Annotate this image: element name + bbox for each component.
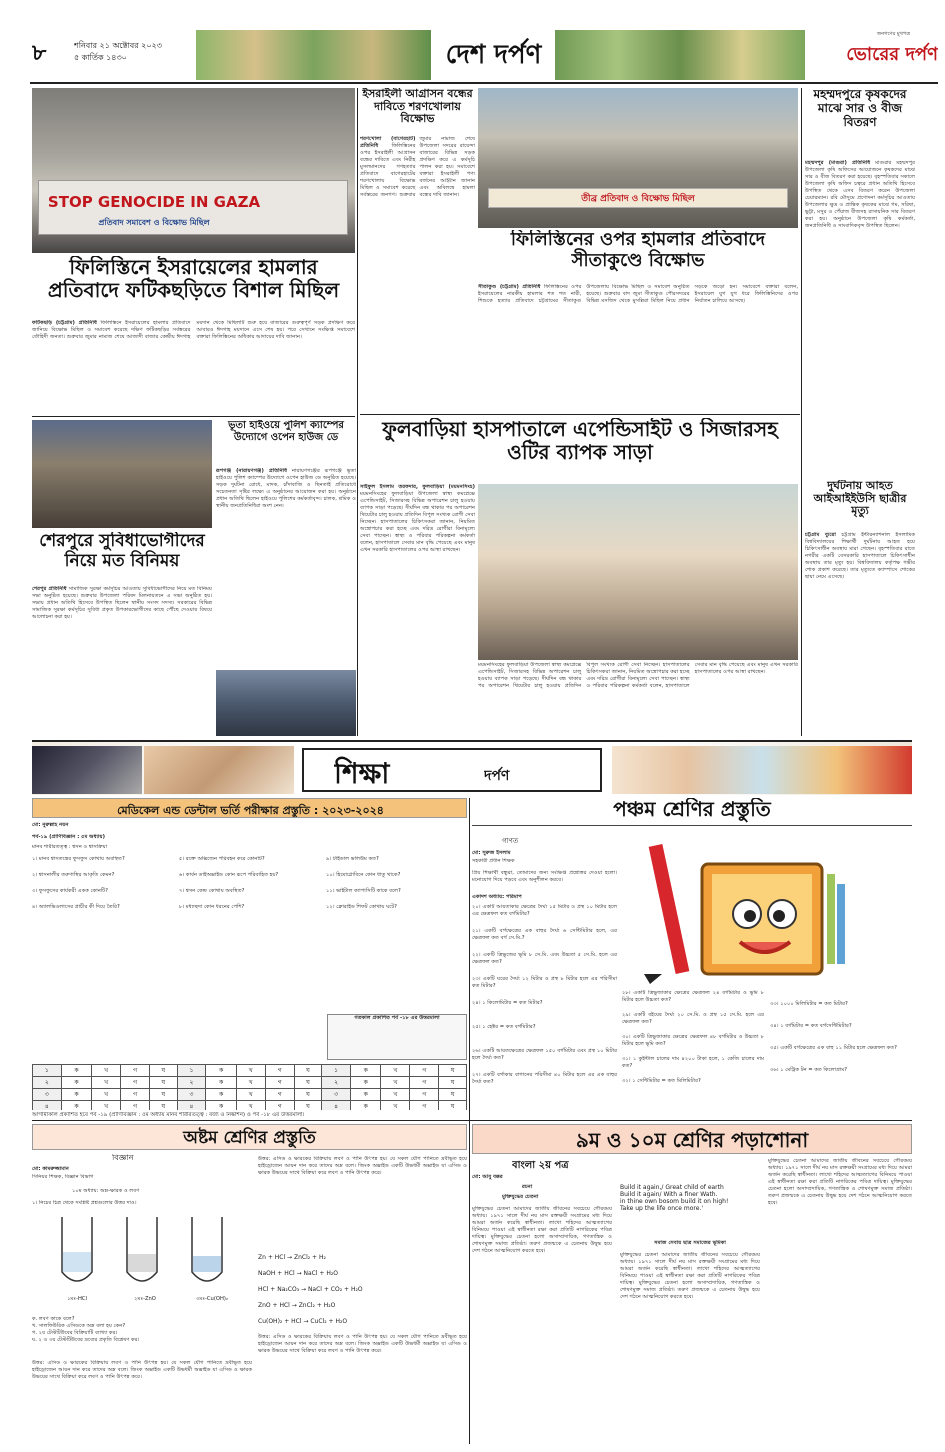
answer-grid-option: খ bbox=[92, 1101, 121, 1111]
class5-item: ২৩। একটি ঘরের দৈর্ঘ্য ১২ মিটার ও প্রস্থ ৮ মিটার হলে এর পরিসীমা কত মিটার? bbox=[472, 976, 617, 989]
a5-text: নারায়ণগঞ্জের রূপগঞ্জে ভূতা হাইওয়ে পুলিশ ক্যাম্পের উদ্যোগে ওপেন হাউজ ডে অনুষ্ঠিত হয়েছে। সড়ক দুর্ঘটনা রোধে, মাদক, চাঁদাবাজি ও ছিনতাই প্রতিরোধে সচেতনতা সৃষ্টির লক্ষ্যে এ অনুষ্ঠানের আয়োজন করা হয়। অনুষ্ঠানে প্রধান অতিথি ছিলেন হাইওয়ে পুলিশের কর্মকর্তাবৃন্দ। চালক, শ্রমিক ও স্থানীয় জনপ্রতিনিধিরা অংশ নেন। bbox=[216, 468, 356, 509]
answer-grid-option: খ bbox=[236, 1065, 265, 1077]
medical-q: ৭। শ্বসন কেন্দ্র কোথায় অবস্থিত? bbox=[179, 888, 245, 894]
answer-grid-number: ৪ bbox=[322, 1101, 351, 1111]
medical-author: মো: নুরুল্লাহ নয়ন bbox=[32, 822, 69, 828]
class5-items bbox=[472, 904, 617, 1114]
class5-item: ৩২। ১ সেন্টিমিটার = কত মিলিমিটার? bbox=[622, 1078, 701, 1084]
a1-headline: ফিলিস্তিনে ইসরায়েলের হামলার প্রতিবাদে ফটিকছড়িতে বিশাল মিছিল bbox=[47, 256, 340, 302]
class5-item: ২২। একটি ত্রিভুজের ভূমি ৮ সে.মি. এবং উচ্চতা ৫ সে.মি. হলে এর ক্ষেত্রফল কত? bbox=[472, 952, 617, 965]
a4-byline: মহম্মদপুর (মাগুরা) প্রতিনিধি bbox=[805, 160, 871, 166]
medical-q: ৪। অ্যালভিওলাসের প্রাচীর কী দিয়ে তৈরি? bbox=[32, 904, 120, 910]
book-mascot-icon bbox=[622, 834, 862, 984]
class5-item: ২৬। একটি আয়তক্ষেত্রের ক্ষেত্রফল ১৫০ বর্গমিটার এবং প্রস্থ ১০ মিটার হলে দৈর্ঘ্য কত? bbox=[472, 1048, 617, 1061]
a5-body bbox=[216, 468, 356, 668]
answer-grid-number: ৪ bbox=[177, 1101, 206, 1111]
gaza-protest-photo bbox=[32, 88, 355, 253]
a5-byline: রূপগঞ্জ (নারায়ণগঞ্জ) প্রতিনিধি bbox=[216, 468, 288, 474]
answer-grid-option: ক bbox=[206, 1089, 236, 1101]
class9-poem bbox=[620, 1184, 760, 1234]
a1-body bbox=[32, 320, 355, 414]
class9-subject: বাংলা ২য় পত্র bbox=[512, 1160, 569, 1171]
answer-grid-option: ঘ bbox=[439, 1077, 467, 1089]
class5-items-2 bbox=[622, 990, 912, 1114]
banner-students-image bbox=[144, 746, 294, 794]
divider-top-band bbox=[360, 414, 800, 415]
a7-byline: সাইফুল ইসলাম তরফদার, ফুলবাড়িয়া (ময়মনসিংহ) bbox=[360, 484, 475, 490]
answer-grid-option: খ bbox=[381, 1089, 410, 1101]
tube-label-3: ৩মঃ-Cu(OH)₂ bbox=[196, 1296, 228, 1302]
class8-qa-item: ঘ. ২ ও ৩য় টেস্টটিউবের দ্রব্যের প্রকৃতি বিশ্লেষণ কর। bbox=[32, 1337, 140, 1343]
answer-grid-row bbox=[33, 1077, 467, 1089]
a2-text: ফিলিস্তিনের ওপর ইসরাইলী আগ্রাসন বন্ধের দাবিতে এবং নিরীহ মুসলমানদের গণহত্যার প্রতিবাদে বাগেরহাটের শরণখোলায় বিক্ষোভ মিছিল ও সমাবেশ করেছে সর্বস্তরের জনগণ। শুক্রবার জুমার নামাজ শেষে উপজেলা সদরের রায়েন্দা বাজারের বিভিন্ন সড়ক প্রদক্ষিণ করে এ কর্মসূচি পালন করা হয়। সমাবেশে বক্তারা ইসরাইলী পণ্য বর্জনের আহ্বান জানান এবং অবিলম্বে হামলা বন্ধের দাবি জানান। bbox=[360, 136, 475, 198]
page-number: ৮ bbox=[32, 40, 47, 66]
class9-body-2: মুক্তিযুদ্ধের চেতনা আমাদের জাতীয় জীবনের সবচেয়ে গৌরবময় অধ্যায়। ১৯৭১ সালে দীর্ঘ নয় মাস রক্তক্ষয়ী সংগ্রামের মধ্য দিয়ে আমরা অর্জন করেছি স্বাধীনতা। লাখো শহিদের আত্মত্যাগের বিনিময়ে পাওয়া এই স্বাধীনতা রক্ষা করা প্রতিটি নাগরিকের পবিত্র দায়িত্ব। মুক্তিযুদ্ধের চেতনা হলো অসাম্প্রদায়িক, গণতান্ত্রিক ও শোষণমুক্ত সমাজ প্রতিষ্ঠা। তরুণ প্রজন্মকে এ চেতনায় উদ্বুদ্ধ হয়ে দেশ গঠনে আত্মনিয়োগ করতে হবে। bbox=[620, 1252, 760, 1300]
a7-text: ময়মনসিংহের ফুলবাড়িয়া উপজেলা স্বাস্থ্য কমপ্লেক্সে এপেন্ডিসাইট, সিজারসহ বিভিন্ন অপারেশন চালু হওয়ায় ব্যাপক সাড়া পড়েছে। দীর্ঘদিন বন্ধ থাকার পর অপারেশন থিয়েটার চালু হওয়ায় প্রতিদিন বিপুল সংখ্যক রোগী সেবা নিচ্ছেন। হাসপাতালের চিকিৎসকরা জানান, নিয়মিত অস্ত্রোপচার করা হচ্ছে এবং দরিদ্র রোগীরা বিনামূল্যে সেবা পাচ্ছেন। স্বাস্থ্য ও পরিবার পরিকল্পনা কর্মকর্তা বলেন, হাসপাতালে সেবার মান বৃদ্ধি পেয়েছে এবং মানুষ এখন সরকারি হাসপাতালের ওপর আস্থা রাখছেন। bbox=[360, 491, 475, 553]
class5-item: ২৮। একটি ত্রিভুজাকার ক্ষেত্রের ক্ষেত্রফল ২৪ বর্গমিটার ও ভূমি ৮ মিটার হলে উচ্চতা কত? bbox=[622, 990, 764, 1003]
class5-chapter: একাদশ অধ্যায়: পরিমাপ bbox=[472, 894, 522, 900]
section-title: দেশ দর্পণ bbox=[436, 30, 551, 80]
banner-title-box bbox=[302, 748, 602, 792]
equation: Zn + HCl → ZnCl₂ + H₂ bbox=[258, 1254, 326, 1261]
highway-police-photo bbox=[216, 670, 356, 736]
medical-q: ১০। হিমোগ্লোবিনে কোন ধাতু থাকে? bbox=[326, 872, 401, 878]
col-rule bbox=[801, 88, 802, 736]
a4-body bbox=[805, 160, 915, 436]
class9-title: ৯ম ও ১০ম শ্রেণির পড়াশোনা bbox=[472, 1124, 912, 1154]
answer-grid-option: খ bbox=[381, 1101, 410, 1111]
answer-grid-option: ঘ bbox=[294, 1065, 322, 1077]
answer-grid-option: খ bbox=[92, 1077, 121, 1089]
banner-books-image bbox=[612, 746, 912, 794]
medical-q: ৬। কার্বন ডাইঅক্সাইড কোন রূপে পরিবাহিত হয়? bbox=[179, 872, 279, 878]
class9-quote-heading: সমাজ সেবায় ছাত্র সমাজের ভূমিকা bbox=[654, 1240, 726, 1246]
answer-grid-option: ঘ bbox=[150, 1089, 178, 1101]
answer-grid-option: ক bbox=[206, 1065, 236, 1077]
answer-grid-option: গ bbox=[121, 1101, 150, 1111]
poem-line: Take up the life once more.' bbox=[620, 1205, 703, 1212]
poem-line: Build it again/ With a finer Wath. bbox=[620, 1191, 718, 1198]
medical-section bbox=[32, 798, 467, 1110]
tube-label-2: ২মঃ-ZnO bbox=[134, 1296, 156, 1302]
brand-logo: ভোরের দর্পণ bbox=[846, 44, 938, 65]
answer-grid-option: ঘ bbox=[150, 1065, 178, 1077]
masthead-rule bbox=[30, 82, 938, 84]
class5-item: ৩০। একটি ত্রিভুজাকার ক্ষেত্রের ক্ষেত্রফল ৪৮ বর্গমিটার ও উচ্চতা ৮ মিটার হলে ভূমি কত? bbox=[622, 1034, 764, 1047]
a8-text: চট্টগ্রাম ইন্টারন্যাশনাল ইসলামিক বিশ্ববিদ্যালয়ের শিক্ষার্থী দুর্ঘটনায় আহত হয়ে চিকিৎসাধীন অবস্থায় মারা গেছেন। বৃহস্পতিবার রাতে নগরীর একটি বেসরকারি হাসপাতালে চিকিৎসাধীন অবস্থায় তার মৃত্যু হয়। বিশ্ববিদ্যালয় কর্তৃপক্ষ গভীর শোক প্রকাশ করেছে। তার মৃত্যুতে ক্যাম্পাসে শোকের ছায়া নেমে এসেছে। bbox=[805, 532, 915, 580]
answer-grid-option: গ bbox=[265, 1101, 294, 1111]
test-tube-icon bbox=[42, 1212, 247, 1292]
a8-byline: চট্টগ্রাম ব্যুরো bbox=[805, 532, 836, 538]
answer-grid-option: ক bbox=[61, 1077, 91, 1089]
answer-grid-option: খ bbox=[236, 1089, 265, 1101]
equation: HCl + Na₂CO₃ → NaCl + CO₂ + H₂O bbox=[258, 1286, 363, 1293]
a3-body bbox=[478, 284, 798, 412]
class8-author: মো: কামরুজ্জামান bbox=[32, 1166, 69, 1172]
class9-body-3: মুক্তিযুদ্ধের চেতনা আমাদের জাতীয় জীবনের সবচেয়ে গৌরবময় অধ্যায়। ১৯৭১ সালে দীর্ঘ নয় মাস রক্তক্ষয়ী সংগ্রামের মধ্য দিয়ে আমরা অর্জন করেছি স্বাধীনতা। লাখো শহিদের আত্মত্যাগের বিনিময়ে পাওয়া এই স্বাধীনতা রক্ষা করা প্রতিটি নাগরিকের পবিত্র দায়িত্ব। মুক্তিযুদ্ধের চেতনা হলো অসাম্প্রদায়িক, গণতান্ত্রিক ও শোষণমুক্ত সমাজ প্রতিষ্ঠা। তরুণ প্রজন্মকে এ চেতনায় উদ্বুদ্ধ হয়ে দেশ গঠনে আত্মনিয়োগ করতে হবে। bbox=[768, 1158, 912, 1206]
class9-section-label: রচনা bbox=[522, 1184, 533, 1190]
answer-grid-option: ঘ bbox=[439, 1089, 467, 1101]
sherpur-meeting-photo bbox=[32, 420, 212, 528]
test-tubes-figure bbox=[42, 1212, 247, 1312]
a6-text: সামাজিক সুরক্ষা কর্মসূচির আওতায় সুবিধাভোগীদের নিয়ে মত বিনিময় সভা অনুষ্ঠিত হয়েছে। শুক্রবার উপজেলা পরিষদ মিলনায়তনে এ সভা অনুষ্ঠিত হয়। সভায় প্রধান অতিথি হিসেবে উপস্থিত ছিলেন স্থানীয় সংসদ সদস্য। সরকারের বিভিন্ন সামাজিক সুরক্ষা কর্মসূচির সুবিধা প্রকৃত উপকারভোগীদের কাছে পৌঁছে দেওয়ার বিষয়ে আলোচনা করা হয়। bbox=[32, 586, 212, 620]
medical-q: ১২। ক্লোরাইড শিফট কোথায় ঘটে? bbox=[326, 904, 397, 910]
answer-grid-option: খ bbox=[92, 1065, 121, 1077]
class5-item: ২৭। একটি বর্গাকার বাগানের পরিসীমা ৪০ মিটার হলে এর এক বাহুর দৈর্ঘ্য কত? bbox=[472, 1072, 617, 1085]
a8-body bbox=[805, 532, 915, 736]
medical-topic: মানব শারীরতত্ত্ব : শ্বসন ও শ্বাসক্রিয়া bbox=[32, 844, 108, 850]
sitakunda-banner: তীব্র প্রতিবাদ ও বিক্ষোভ মিছিল bbox=[488, 188, 788, 208]
answer-grid-option: ক bbox=[350, 1089, 380, 1101]
a7-body-right: ময়মনসিংহের ফুলবাড়িয়া উপজেলা স্বাস্থ্য কমপ্লেক্সে এপেন্ডিসাইট, সিজারসহ বিভিন্ন অপারেশন চালু হওয়ায় ব্যাপক সাড়া পড়েছে। দীর্ঘদিন বন্ধ থাকার পর অপারেশন থিয়েটার চালু হওয়ায় প্রতিদিন বিপুল সংখ্যক রোগী সেবা নিচ্ছেন। হাসপাতালের চিকিৎসকরা জানান, নিয়মিত অস্ত্রোপচার করা হচ্ছে এবং দরিদ্র রোগীরা বিনামূল্যে সেবা পাচ্ছেন। স্বাস্থ্য ও পরিবার পরিকল্পনা কর্মকর্তা বলেন, হাসপাতালে সেবার মান বৃদ্ধি পেয়েছে এবং মানুষ এখন সরকারি হাসপাতালের ওপর আস্থা রাখছেন। bbox=[478, 662, 798, 689]
answer-grid-number: ১ bbox=[177, 1065, 206, 1077]
class9-topic: মুক্তিযুদ্ধের চেতনা bbox=[502, 1194, 539, 1200]
a3-text: ফিলিস্তিনের ওপর ইসরায়েলের নারকীয় হামলার শত শত নারী, শিশুকে হত্যার প্রতিবাদে চট্টগ্রামের সীতাকুণ্ড উপজেলায় বিক্ষোভ মিছিল ও সমাবেশ অনুষ্ঠিত হয়েছে। শুক্রবার বাদ জুমা সীতাকুণ্ড পৌরসদরের বিভিন্ন মসজিদ থেকে মুসল্লিরা মিছিল নিয়ে প্রধান সড়কে জড়ো হন। সমাবেশে বক্তারা বলেন, ইসরায়েল যুগ যুগ ধরে ফিলিস্তিনিদের ওপর নির্যাতন চালিয়ে আসছে। bbox=[478, 284, 798, 304]
answer-grid-number: ৩ bbox=[177, 1089, 206, 1101]
class5-author: মো: সুরুজ ইসলাম bbox=[472, 850, 511, 856]
answer-grid-option: খ bbox=[236, 1077, 265, 1089]
protest-banner bbox=[38, 180, 348, 235]
answer-grid-option: ক bbox=[206, 1101, 236, 1111]
education-banner bbox=[32, 740, 912, 795]
class8-answer-more: উত্তর: এসিড ও ক্ষারকের বিক্রিয়ায় লবণ ও পানি উৎপন্ন হয়। যে সকল যৌগ পানিতে দ্রবীভূত হয়ে হাইড্রোজেন আয়ন দান করে তাদের অম্ল বলে। জিংক অক্সাইড একটি উভধর্মী অক্সাইড যা এসিড ও ক্ষারক উভয়ের সাথে বিক্রিয়া করে লবণ ও পানি উৎপন্ন করে। bbox=[258, 1334, 467, 1354]
col-rule bbox=[32, 1120, 912, 1121]
poem-line: Build it again,/ Great child of earth bbox=[620, 1184, 724, 1191]
page-date: শনিবার ২১ অক্টোবর ২০২৩ bbox=[74, 41, 162, 50]
answer-grid-row bbox=[33, 1101, 467, 1111]
col-rule bbox=[469, 798, 470, 1444]
class5-item: ২১। একটি বর্গক্ষেত্রের এক বাহুর দৈর্ঘ্য ৬ সেন্টিমিটার হলে, এর ক্ষেত্রফল কত বর্গ সে.মি.? bbox=[472, 928, 617, 941]
answer-grid-option: গ bbox=[410, 1077, 439, 1089]
protest-banner-subtitle: প্রতিবাদ সমাবেশ ও বিক্ষোভ মিছিল bbox=[98, 218, 210, 227]
sitakunda-protest-photo bbox=[478, 88, 798, 228]
class5-title: পঞ্চম শ্রেণির প্রস্তুতি bbox=[472, 798, 912, 826]
answer-grid-option: গ bbox=[265, 1089, 294, 1101]
masthead-strip-left bbox=[196, 30, 431, 80]
answer-grid-option: ক bbox=[350, 1065, 380, 1077]
class8-qa-item: খ. সালফিউরিক এসিডকে অম্ল বলা হয় কেন? bbox=[32, 1323, 126, 1329]
class5-item: ৩৩। ১০০০ মিলিমিটার = কত মিটার? bbox=[770, 1001, 848, 1007]
hospital-ot-photo bbox=[478, 484, 798, 660]
answer-grid-option: খ bbox=[381, 1077, 410, 1089]
medical-q: ৫। রক্তে অক্সিজেন পরিবহন করে কোনটি? bbox=[179, 856, 265, 862]
a1-byline: ফটিকছড়ি (চট্টগ্রাম) প্রতিনিধি bbox=[32, 320, 97, 326]
a6-headline: শেরপুরে সুবিধাভোগীদের নিয়ে মত বিনিময় bbox=[39, 532, 205, 571]
class8-role: সিনিয়র শিক্ষক, বিজ্ঞান বিভাগ bbox=[32, 1174, 94, 1180]
a7-body-left bbox=[360, 484, 475, 736]
a7-headline: ফুলবাড়িয়া হাসপাতালে এপেন্ডিসাইট ও সিজারসহ ওটির ব্যাপক সাড়া bbox=[382, 418, 778, 464]
answer-grid-option: ঘ bbox=[294, 1077, 322, 1089]
answer-grid-option: ক bbox=[206, 1077, 236, 1089]
class5-section bbox=[472, 798, 912, 1116]
class9-author: মো: আবু বক্কর bbox=[472, 1174, 503, 1180]
answer-grid-number: ২ bbox=[177, 1077, 206, 1089]
tube-label-1: ১মঃ-HCl bbox=[67, 1296, 87, 1302]
page-date-bangla: ৫ কার্তিক ১৪৩০ bbox=[74, 53, 127, 62]
answer-grid-option: গ bbox=[121, 1065, 150, 1077]
a2-headline: ইসরাইলী আগ্রাসন বন্ধের দাবিতে শরণখোলায় বিক্ষোভ bbox=[362, 88, 473, 126]
answer-grid-option: খ bbox=[236, 1101, 265, 1111]
medical-q: ১১। ভাইটাল ক্যাপাসিটি কাকে বলে? bbox=[326, 888, 401, 894]
class8-answer-right: উত্তর: এসিড ও ক্ষারকের বিক্রিয়ায় লবণ ও পানি উৎপন্ন হয়। যে সকল যৌগ পানিতে দ্রবীভূত হয়ে হাইড্রোজেন আয়ন দান করে তাদের অম্ল বলে। জিংক অক্সাইড একটি উভধর্মী অক্সাইড যা এসিড ও ক্ষারক উভয়ের সাথে বিক্রিয়া করে লবণ ও পানি উৎপন্ন করে। bbox=[258, 1156, 467, 1176]
answer-grid-option: গ bbox=[121, 1077, 150, 1089]
class9-section bbox=[472, 1124, 912, 1444]
class5-author-role: সহকারী প্রধান শিক্ষক bbox=[472, 858, 515, 864]
answer-grid-option: ঘ bbox=[294, 1089, 322, 1101]
answer-grid-option: ক bbox=[61, 1101, 91, 1111]
answer-grid-option: গ bbox=[265, 1077, 294, 1089]
medical-q: ২। শ্বাসনালীর তরুণাস্থির আকৃতি কেমন? bbox=[32, 872, 115, 878]
class5-subject: গণিত bbox=[502, 838, 519, 845]
answer-grid-option: ক bbox=[350, 1077, 380, 1089]
a4-headline: মহম্মদপুরে কৃষকদের মাঝে সার ও বীজ বিতরণ bbox=[813, 88, 907, 129]
a6-byline: শেরপুর প্রতিনিধি bbox=[32, 586, 67, 592]
answer-grid-row bbox=[33, 1065, 467, 1077]
answer-grid-option: ক bbox=[61, 1065, 91, 1077]
answer-grid-option: গ bbox=[410, 1101, 439, 1111]
answer-grid-option: খ bbox=[381, 1065, 410, 1077]
answer-grid-option: ঘ bbox=[294, 1101, 322, 1111]
answer-grid-number: ৩ bbox=[33, 1089, 62, 1101]
class8-chapter: ১০ম অধ্যায়: অম্ল-ক্ষারক ও লবণ bbox=[72, 1188, 140, 1194]
equation: NaOH + HCl → NaCl + H₂O bbox=[258, 1270, 338, 1277]
answer-grid-number: ১ bbox=[33, 1065, 62, 1077]
class8-qa bbox=[32, 1316, 252, 1356]
protest-banner-text: STOP GENOCIDE IN GAZA bbox=[47, 193, 261, 211]
medical-q: ১। মানব শ্বাসতন্ত্রের ফুসফুস কোথায় অবস্থিত? bbox=[32, 856, 125, 862]
a3-byline: সীতাকুণ্ড (চট্টগ্রাম) প্রতিনিধি bbox=[478, 284, 541, 290]
medical-title: মেডিকেল এন্ড ডেন্টাল ভর্তি পরীক্ষার প্রস্তুতি : ২০২৩-২০২৪ bbox=[117, 804, 384, 817]
answer-grid-option: ক bbox=[350, 1101, 380, 1111]
a8-headline: দুর্ঘটনায় আহত আইআইইউসি ছাত্রীর মৃত্যু bbox=[813, 480, 907, 518]
answer-grid-option: ক bbox=[61, 1089, 91, 1101]
class5-item: ৩৬। ১ মেট্রিক টন = কত কিলোগ্রাম? bbox=[770, 1067, 848, 1073]
class8-qa-item: গ. ২য় টেস্টটিউবের বিক্রিয়াটি ব্যাখ্যা কর। bbox=[32, 1330, 118, 1336]
answer-grid bbox=[32, 1064, 467, 1110]
class8-equations bbox=[258, 1254, 467, 1440]
class8-answer-left: উত্তর: এসিড ও ক্ষারকের বিক্রিয়ায় লবণ ও পানি উৎপন্ন হয়। যে সকল যৌগ পানিতে দ্রবীভূত হয়ে হাইড্রোজেন আয়ন দান করে তাদের অম্ল বলে। জিংক অক্সাইড একটি উভধর্মী অক্সাইড যা এসিড ও ক্ষারক উভয়ের সাথে বিক্রিয়া করে লবণ ও পানি উৎপন্ন করে। bbox=[32, 1360, 252, 1380]
a4-text: মাগুরার মহম্মদপুর উপজেলা কৃষি অফিসের আয়োজনে কৃষকদের মাঝে সার ও বীজ বিতরণ করা হয়েছে। বৃহস্পতিবার সকালে উপজেলা কৃষি অফিস চত্বরে প্রধান অতিথি হিসেবে উপস্থিত থেকে এসব বিতরণ করেন উপজেলা চেয়ারম্যান। রবি মৌসুমে প্রণোদনা কর্মসূচির আওতায় উপজেলার ক্ষুদ্র ও প্রান্তিক কৃষকের মাঝে গম, সরিষা, ভুট্টা, মসুর ও পেঁয়াজ বীজসহ রাসায়নিক সার বিতরণ করা হয়। অনুষ্ঠানে উপজেলা কৃষি কর্মকর্তা, জনপ্রতিনিধি ও সাংবাদিকবৃন্দ উপস্থিত ছিলেন। bbox=[805, 160, 915, 229]
answer-grid-number: ২ bbox=[33, 1077, 62, 1089]
class8-question: ১। নিচের চিত্র থেকে সংশ্লিষ্ট প্রশ্নগুলোর উত্তর দাও। bbox=[32, 1200, 137, 1206]
banner-title: শিক্ষা bbox=[334, 757, 390, 790]
class5-item: ৩৪। ১ বর্গমিটার = কত বর্গসেন্টিমিটার? bbox=[770, 1023, 852, 1029]
brand-tagline: জনগণের মুখপত্র bbox=[876, 31, 910, 37]
class8-subject: বিজ্ঞান bbox=[112, 1154, 134, 1162]
answer-grid-number: ৩ bbox=[322, 1089, 351, 1101]
class5-item: ২৯। একটি বইয়ের দৈর্ঘ্য ২০ সে.মি. ও প্রস্থ ১৫ সে.মি. হলে এর ক্ষেত্রফল কত? bbox=[622, 1012, 764, 1025]
answer-grid-option: গ bbox=[265, 1065, 294, 1077]
answer-grid-option: গ bbox=[410, 1089, 439, 1101]
class5-intro: প্রিয় শিক্ষার্থী বন্ধুরা, তোমাদের জন্য সংক্ষিপ্ত প্রশ্নোত্তর দেওয়া হলো। মনোযোগ দিয়ে পড়বে এবং অনুশীলন করবে। bbox=[472, 870, 617, 883]
answer-grid-number: ৪ bbox=[33, 1101, 62, 1111]
a5-headline: ভূতা হাইওয়ে পুলিশ ক্যাম্পের উদ্যোগে ওপেন হাউজ ডে bbox=[228, 420, 344, 443]
answer-grid-option: গ bbox=[410, 1065, 439, 1077]
answer-grid-option: গ bbox=[121, 1089, 150, 1101]
banner-graduation-image bbox=[32, 746, 142, 794]
class8-qa-item: ক. লবণ কাকে বলে? bbox=[32, 1316, 75, 1322]
a6-body bbox=[32, 586, 212, 736]
medical-q: ৮। মধ্যচ্ছদা কোন ধরনের পেশি? bbox=[179, 904, 245, 910]
medical-q: ৩। ফুসফুসের কার্যকরী একক কোনটি? bbox=[32, 888, 108, 894]
answer-grid-number: ১ bbox=[322, 1065, 351, 1077]
answer-grid-number: ২ bbox=[322, 1077, 351, 1089]
class5-item: ২০। একটি আয়তাকার ক্ষেত্রের দৈর্ঘ্য ১৫ মিটার ও প্রস্থ ১০ মিটার হলে এর ক্ষেত্রফল কত বর্গমিটার? bbox=[472, 904, 617, 917]
answer-grid-option: ঘ bbox=[439, 1065, 467, 1077]
divider-a1 bbox=[32, 416, 355, 417]
answer-key-title: গতকাল প্রকাশিত পর্ব -১৮ এর উত্তরমালা bbox=[354, 1015, 440, 1021]
col-rule bbox=[357, 88, 358, 736]
masthead bbox=[0, 0, 945, 90]
a3-headline: ফিলিস্তিনের ওপর হামলার প্রতিবাদে সীতাকুণ্ডে বিক্ষোভ bbox=[510, 230, 766, 271]
class5-item: ২৫। ১ হেক্টর = কত বর্গমিটার? bbox=[472, 1024, 536, 1030]
a2-body bbox=[360, 136, 475, 412]
answer-grid-option: খ bbox=[92, 1089, 121, 1101]
medical-chapter: পর্ব-১৯ (প্রাণিবিজ্ঞান : ৫ম অধ্যায়) bbox=[32, 834, 105, 840]
class5-item: ৩৫। একটি বর্গক্ষেত্রের এক বাহু ১১ মিটার হলে ক্ষেত্রফল কত? bbox=[770, 1045, 897, 1051]
answer-grid-option: ঘ bbox=[150, 1077, 178, 1089]
answer-grid-row bbox=[33, 1089, 467, 1101]
a2-byline: শরণখোলা (বাগেরহাট) প্রতিনিধি bbox=[360, 136, 416, 149]
a1-text: ফিলিস্তিনে ইসরায়েলের হামলার প্রতিবাদে জানিয়ে বিক্ষোভ মিছিল ও সমাবেশ করেছে দক্ষিণ ফটিকছড়ির সর্বস্তরের তৌহিদী জনতা। শুক্রবার জুমার নামাজ শেষে আজাদী বাজার কেন্দ্রীয় ঈদগাহ ময়দান থেকে মিছিলটি শুরু হয়ে বাজারের গুরুত্বপূর্ণ সড়ক প্রদক্ষিণ করে আবারও ঈদগাহ ময়দানে এসে শেষ হয়। পরে সেখানে সংক্ষিপ্ত সমাবেশে বক্তারা ফিলিস্তিনের অধিকার আদায়ের দাবি জানান। bbox=[32, 320, 355, 340]
medical-next-notice: আগামীকাল প্রকাশিত হবে পর্ব -১৯ (প্রাণিবিজ্ঞান : ৫ম অধ্যায় মানব শারীরতত্ত্ব : বর্জ্য ও নিষ্কাশন) ও পর্ব -১৮ এর উত্তরমালা। bbox=[32, 1112, 305, 1118]
answer-grid-option: ঘ bbox=[150, 1101, 178, 1111]
class5-item: ৩১। ১ কুইন্টাল চালের দাম ৪২০০ টাকা হলে, ১ কেজি চালের দাম কত? bbox=[622, 1056, 764, 1069]
equation: Cu(OH)₂ + HCl → CuCl₂ + H₂O bbox=[258, 1318, 348, 1325]
class5-item: ২৪। ১ কিলোমিটার = কত মিটার? bbox=[472, 1000, 543, 1006]
answer-grid-option: ঘ bbox=[439, 1101, 467, 1111]
masthead-strip-right bbox=[555, 30, 805, 80]
banner-title-2: দর্পণ bbox=[484, 768, 510, 784]
medical-q: ৯। টাইডাল ভলিউম কত? bbox=[326, 856, 379, 862]
class8-title: অষ্টম শ্রেণির প্রস্তুতি bbox=[32, 1124, 467, 1150]
equation: ZnO + HCl → ZnCl₂ + H₂O bbox=[258, 1302, 336, 1309]
answer-key-box bbox=[327, 1014, 467, 1060]
class9-body-1: মুক্তিযুদ্ধের চেতনা আমাদের জাতীয় জীবনের সবচেয়ে গৌরবময় অধ্যায়। ১৯৭১ সালে দীর্ঘ নয় মাস রক্তক্ষয়ী সংগ্রামের মধ্য দিয়ে আমরা অর্জন করেছি স্বাধীনতা। লাখো শহিদের আত্মত্যাগের বিনিময়ে পাওয়া এই স্বাধীনতা রক্ষা করা প্রতিটি নাগরিকের পবিত্র দায়িত্ব। মুক্তিযুদ্ধের চেতনা হলো অসাম্প্রদায়িক, গণতান্ত্রিক ও শোষণমুক্ত সমাজ প্রতিষ্ঠা। তরুণ প্রজন্মকে এ চেতনায় উদ্বুদ্ধ হয়ে দেশ গঠনে আত্মনিয়োগ করতে হবে। bbox=[472, 1206, 612, 1254]
book-mascot-illustration bbox=[622, 834, 862, 984]
medical-title-bar bbox=[32, 798, 467, 818]
class8-section bbox=[32, 1124, 467, 1444]
poem-line: in thine own bosom build it on high! bbox=[620, 1198, 729, 1205]
